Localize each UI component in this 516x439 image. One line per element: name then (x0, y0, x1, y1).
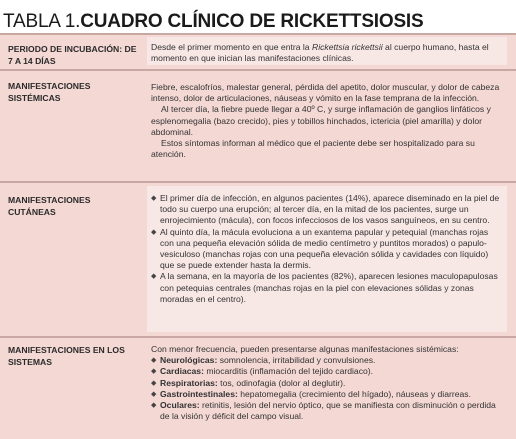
content-systems (151, 344, 503, 422)
rule-3 (0, 336, 516, 338)
table-number: TABLA 1. (3, 11, 81, 32)
label-incubation: PERIODO DE INCUBACIÓN: DE 7 A 14 DÍAS (8, 44, 137, 66)
label-cutaneous: MANIFESTACIONES CUTÁNEAS (8, 195, 91, 217)
cutaneous-bullet: ◆ A la semana, en la mayoría de los pacientes (82%), aparecen lesiones maculopapulosas con petequias centrales (manchas rojas en la piel con elevaciones sólidas y zonas moradas en el centro). (151, 271, 503, 305)
systems-bullet: ◆ Gastrointestinales: hepatomegalia (crecimiento del hígado), náuseas y diarreas. (151, 389, 503, 400)
cutaneous-bullet: ◆ El primer día de infección, en algunos pacientes (14%), aparece diseminado en la piel de todo su cuerpo una erupción; al tercer día, en la mitad de los pacientes, surge un enrojecimiento (mácula), con focos infecciosos de los vasos sanguíneos, en su centro. (151, 193, 503, 227)
systems-bullet: ◆ Cardiacas: miocarditis (inflamación del tejido cardiaco). (151, 366, 503, 377)
table-heading: CUADRO CLÍNICO DE RICKETTSIOSIS (80, 11, 424, 32)
systems-intro: Con menor frecuencia, pueden presentarse algunas manifestaciones sistémicas: (151, 344, 459, 354)
table-title (0, 0, 516, 33)
systems-bullet: ◆ Respiratorias: tos, odinofagia (dolor al deglutir). (151, 378, 503, 389)
cutaneous-bullet: ◆ Al quinto día, la mácula evoluciona a un exantema papular y petequial (manchas rojas con una pequeña elevación sólida de medio centímetro y puntitos morados) o papulo-vesiculoso (manchas rojas con una pequeña elevación sólida y cavidades con líquido) que se puede extender hasta la dermis. (151, 227, 503, 272)
content-systemic (151, 82, 503, 160)
systemic-paragraph: Fiebre, escalofríos, malestar general, pérdida del apetito, dolor muscular, y dolor de cabeza intenso, dolor de articulaciones, náuseas y vómito en la fase temprana de la infección. (151, 82, 500, 104)
rule-2 (0, 181, 516, 183)
label-systemic: MANIFESTACIONES SISTÉMICAS (8, 81, 91, 103)
rule-top (0, 33, 516, 35)
rule-1 (0, 69, 516, 71)
label-systems: MANIFESTACIONES EN LOS SISTEMAS (8, 345, 125, 367)
content-incubation: Desde el primer momento en que entra la Rickettsia rickettsii al cuerpo humano, hasta el momento en que inician las manifestaciones clínicas. (151, 42, 489, 64)
content-cutaneous (151, 193, 503, 305)
systemic-paragraph: Estos síntomas informan al médico que el paciente debe ser hospitalizado para su atención. (151, 138, 475, 160)
systems-bullet: ◆ Oculares: retinitis, lesión del nervio óptico, que se manifiesta con disminución o perdida de la visión y déficit del campo visual. (151, 400, 503, 422)
systems-bullet: ◆ Neurológicas: somnolencia, irritabilidad y convulsiones. (151, 355, 503, 366)
clinical-table (0, 33, 516, 439)
systemic-paragraph: Al tercer día, la fiebre puede llegar a 40º C, y surge inflamación de ganglios linfáticos y esplenomegalia (bazo crecido), pies y tobillos hinchados, ictericia (piel amarilla) y dolor abdominal. (151, 104, 491, 137)
